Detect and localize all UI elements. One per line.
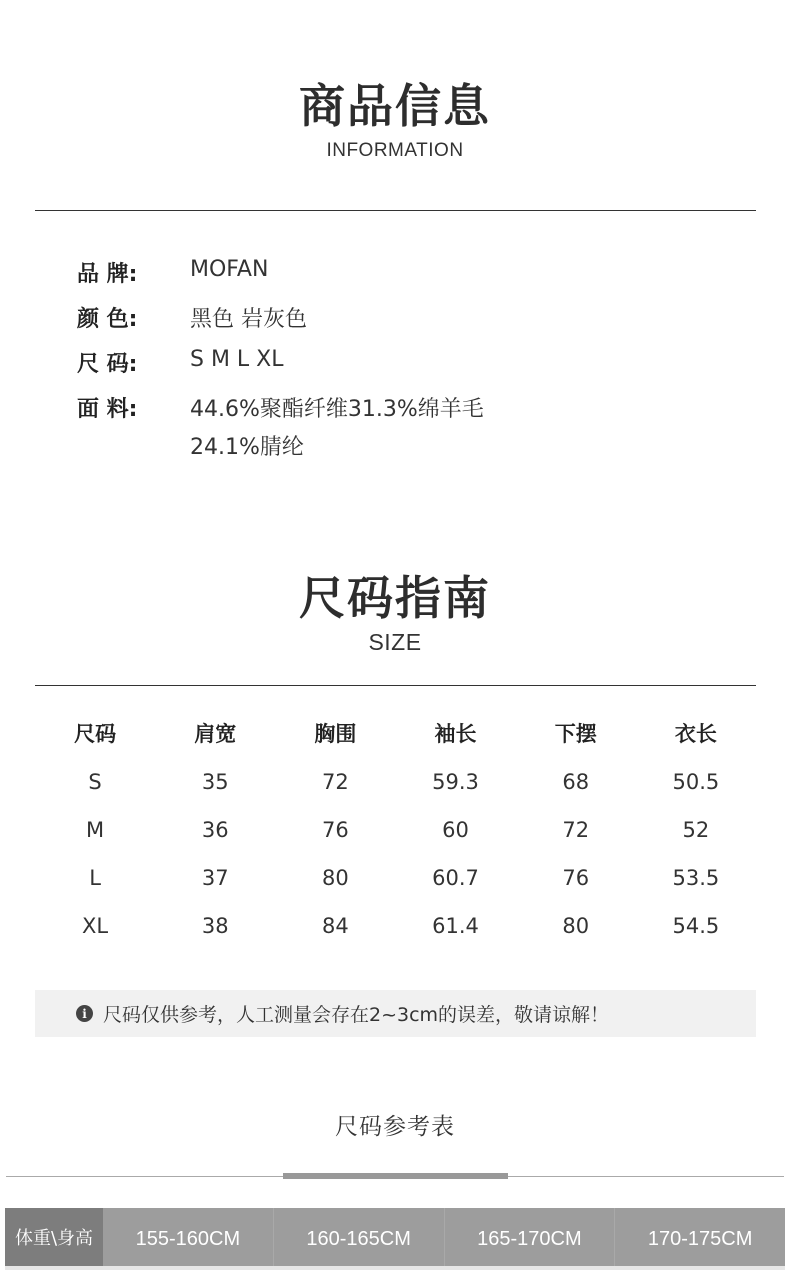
divider	[35, 685, 756, 686]
table-cell: 72	[562, 818, 590, 842]
table-cell: 68	[562, 770, 590, 794]
height-column-header: 165-170CM	[444, 1208, 615, 1266]
table-cell: 38	[201, 914, 229, 938]
height-column-header: 160-165CM	[273, 1208, 444, 1266]
corner-header-cell: 体重\身高	[5, 1208, 103, 1266]
divider	[35, 210, 756, 211]
table-cell: 72	[322, 770, 349, 794]
color-value: 黑色 岩灰色	[190, 307, 307, 332]
table-cell: 80	[322, 866, 349, 890]
table-cell: 35	[201, 770, 229, 794]
fabric-value: 44.6%聚酯纤维31.3%绵羊毛	[190, 397, 484, 422]
reference-table-header	[5, 1208, 785, 1266]
table-cell: XL	[82, 914, 109, 938]
table-cell: 76	[562, 866, 590, 890]
table-cell: 84	[322, 914, 349, 938]
height-column-header: 170-175CM	[614, 1208, 785, 1266]
table-cell: 52	[682, 818, 710, 842]
reference-title: 尺码参考表	[335, 1114, 455, 1140]
info-title: 商品信息	[299, 79, 491, 133]
header-cell: 胸围	[314, 722, 357, 746]
brand-value: MOFAN	[190, 257, 269, 282]
notice-text: 尺码仅供参考，人工测量会存在2~3cm的误差，敬请谅解！	[103, 1004, 610, 1026]
table-row	[35, 758, 756, 806]
fabric-value-line2: 24.1%腈纶	[190, 435, 304, 460]
size-table	[35, 710, 756, 950]
height-column-header: 155-160CM	[135, 1227, 241, 1250]
table-cell: 37	[201, 866, 229, 890]
table-row	[35, 854, 756, 902]
header-cell: 尺码	[74, 722, 117, 746]
table-row	[35, 902, 756, 950]
table-cell: 60.7	[432, 866, 479, 890]
table-cell: 59.3	[432, 770, 479, 794]
table-cell: 76	[322, 818, 349, 842]
table-cell: 60	[442, 818, 469, 842]
header-cell: 衣长	[674, 722, 717, 746]
table-cell: 80	[562, 914, 590, 938]
table-row	[35, 806, 756, 854]
header-cell: 下摆	[554, 722, 597, 746]
table-cell: M	[86, 818, 105, 842]
size-label: 尺 码:	[77, 352, 138, 377]
size-subtitle: SIZE	[368, 629, 422, 655]
table-cell: S	[88, 770, 102, 794]
reference-table-body-edge	[5, 1266, 785, 1270]
header-cell: 肩宽	[194, 722, 237, 746]
brand-label: 品 牌:	[77, 262, 138, 287]
table-cell: 50.5	[672, 770, 720, 794]
fabric-label: 面 料:	[77, 397, 138, 422]
notice-bar	[35, 990, 756, 1037]
size-title: 尺码指南	[299, 571, 491, 625]
table-cell: 61.4	[432, 914, 479, 938]
title-underline-bar	[283, 1173, 508, 1179]
table-cell: L	[89, 866, 101, 890]
table-cell: 54.5	[672, 914, 720, 938]
info-icon: i	[76, 1005, 93, 1022]
info-subtitle: INFORMATION	[326, 140, 464, 161]
table-cell: 36	[201, 818, 229, 842]
header-cell: 袖长	[434, 722, 477, 746]
size-table-header	[35, 710, 756, 758]
color-label: 颜 色:	[77, 307, 138, 332]
table-cell: 53.5	[672, 866, 720, 890]
size-value: S M L XL	[190, 347, 284, 372]
